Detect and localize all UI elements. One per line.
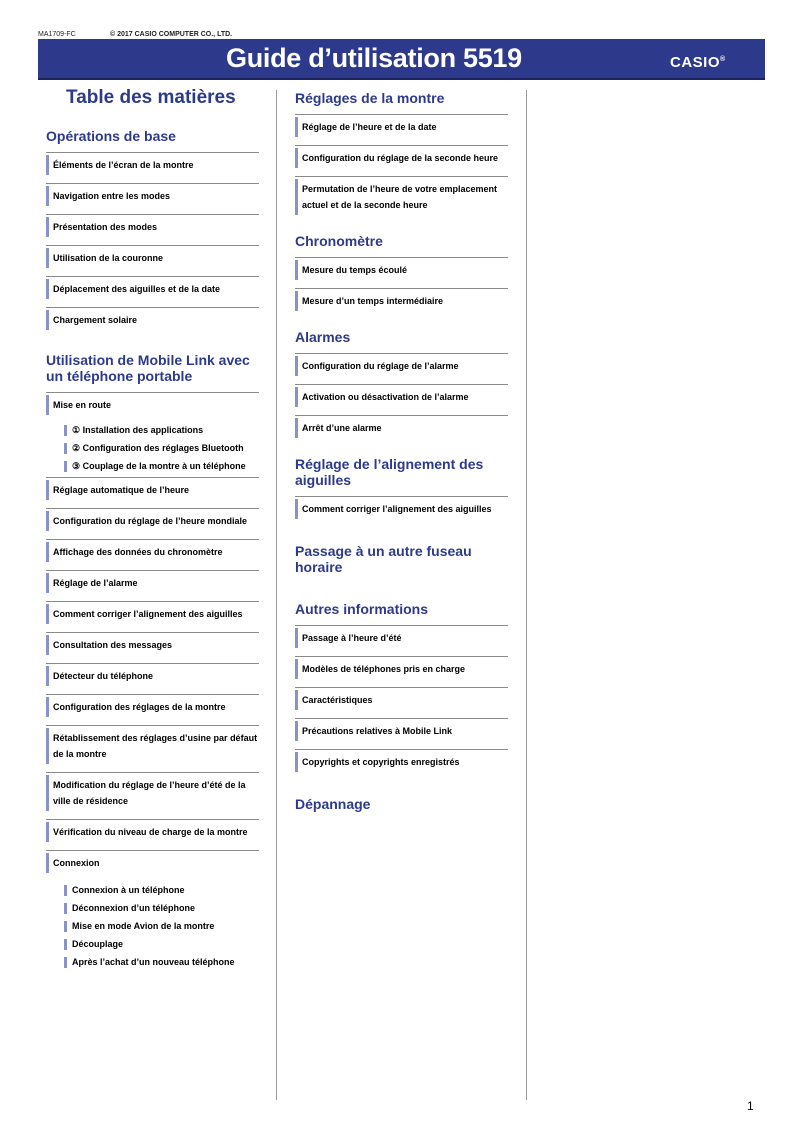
toc-link[interactable]: Caractéristiques: [295, 687, 508, 712]
toc-link[interactable]: Activation ou désactivation de l’alarme: [295, 384, 508, 409]
toc-link[interactable]: Modèles de téléphones pris en charge: [295, 656, 508, 681]
toc-link[interactable]: Détecteur du téléphone: [46, 663, 259, 688]
section-heading-mobile-link[interactable]: Utilisation de Mobile Link avec un téléphone portable: [46, 352, 250, 384]
section-heading-basic-operations[interactable]: Opérations de base: [46, 128, 176, 144]
section-heading-other-information[interactable]: Autres informations: [295, 601, 429, 617]
guide-title: Guide d’utilisation 5519: [226, 43, 522, 73]
toc-link[interactable]: Passage à l’heure d’été: [295, 625, 508, 650]
section-heading-alarms[interactable]: Alarmes: [295, 329, 351, 345]
toc-sublink[interactable]: Découplage: [64, 937, 259, 951]
toc-link[interactable]: Déplacement des aiguilles et de la date: [46, 276, 259, 301]
toc-link[interactable]: Mesure d’un temps intermédiaire: [295, 288, 508, 313]
section-heading-troubleshooting[interactable]: Dépannage: [295, 796, 371, 812]
toc-column-right: [295, 90, 508, 818]
toc-link[interactable]: Configuration du réglage de la seconde heure: [295, 145, 508, 170]
document-code: MA1709-FC: [38, 31, 76, 38]
toc-link[interactable]: Modification du réglage de l’heure d’été de la ville de résidence: [46, 772, 259, 813]
toc-link[interactable]: Affichage des données du chronomètre: [46, 539, 259, 564]
toc-link[interactable]: Comment corriger l’alignement des aiguilles: [46, 601, 259, 626]
title-banner: [38, 39, 765, 80]
toc-sublink[interactable]: Connexion à un téléphone: [64, 883, 259, 897]
toc-link[interactable]: Précautions relatives à Mobile Link: [295, 718, 508, 743]
toc-link[interactable]: Configuration des réglages de la montre: [46, 694, 259, 719]
column-divider-1: [276, 90, 277, 1100]
toc-sublink[interactable]: Déconnexion d’un téléphone: [64, 901, 259, 915]
toc-link[interactable]: Configuration du réglage de l’heure mondiale: [46, 508, 259, 533]
toc-column-left: [46, 128, 259, 973]
toc-link[interactable]: Comment corriger l’alignement des aiguilles: [295, 496, 508, 521]
toc-link[interactable]: Réglage automatique de l’heure: [46, 477, 259, 502]
toc-sublink[interactable]: ② Configuration des réglages Bluetooth: [64, 441, 259, 455]
toc-sublink[interactable]: ① Installation des applications: [64, 423, 259, 437]
toc-link[interactable]: Réglage de l’alarme: [46, 570, 259, 595]
section-heading-time-zone[interactable]: Passage à un autre fuseau horaire: [295, 543, 472, 575]
toc-link[interactable]: Utilisation de la couronne: [46, 245, 259, 270]
logo-text: CASIO: [670, 54, 721, 71]
toc-title: Table des matières: [66, 87, 236, 108]
toc-sublink[interactable]: Mise en mode Avion de la montre: [64, 919, 259, 933]
toc-link[interactable]: Mise en route: [46, 392, 259, 417]
casio-logo: [670, 54, 726, 71]
toc-link[interactable]: Configuration du réglage de l’alarme: [295, 353, 508, 378]
toc-sublist-connection: [46, 881, 259, 969]
toc-link[interactable]: Arrêt d’une alarme: [295, 415, 508, 440]
section-heading-watch-settings[interactable]: Réglages de la montre: [295, 90, 445, 106]
toc-sublist-setup: [46, 423, 259, 473]
registered-mark: ®: [720, 56, 726, 63]
toc-link[interactable]: Chargement solaire: [46, 307, 259, 332]
toc-link[interactable]: Présentation des modes: [46, 214, 259, 239]
toc-link[interactable]: Mesure du temps écoulé: [295, 257, 508, 282]
column-divider-2: [526, 90, 527, 1100]
page-number: 1: [747, 1099, 754, 1113]
section-heading-hand-alignment[interactable]: Réglage de l’alignement des aiguilles: [295, 456, 484, 488]
toc-link[interactable]: Consultation des messages: [46, 632, 259, 657]
toc-sublink[interactable]: ③ Couplage de la montre à un téléphone: [64, 459, 259, 473]
toc-link[interactable]: Connexion: [46, 850, 259, 875]
toc-link[interactable]: Copyrights et copyrights enregistrés: [295, 749, 508, 774]
section-heading-stopwatch[interactable]: Chronomètre: [295, 233, 383, 249]
copyright-notice: © 2017 CASIO COMPUTER CO., LTD.: [110, 31, 233, 38]
toc-link[interactable]: Navigation entre les modes: [46, 183, 259, 208]
toc-link[interactable]: Permutation de l’heure de votre emplacement actuel et de la seconde heure: [295, 176, 508, 217]
toc-sublink[interactable]: Après l’achat d’un nouveau téléphone: [64, 955, 259, 969]
toc-link[interactable]: Éléments de l’écran de la montre: [46, 152, 259, 177]
toc-link[interactable]: Rétablissement des réglages d’usine par défaut de la montre: [46, 725, 259, 766]
toc-link[interactable]: Vérification du niveau de charge de la montre: [46, 819, 259, 844]
toc-link[interactable]: Réglage de l’heure et de la date: [295, 114, 508, 139]
